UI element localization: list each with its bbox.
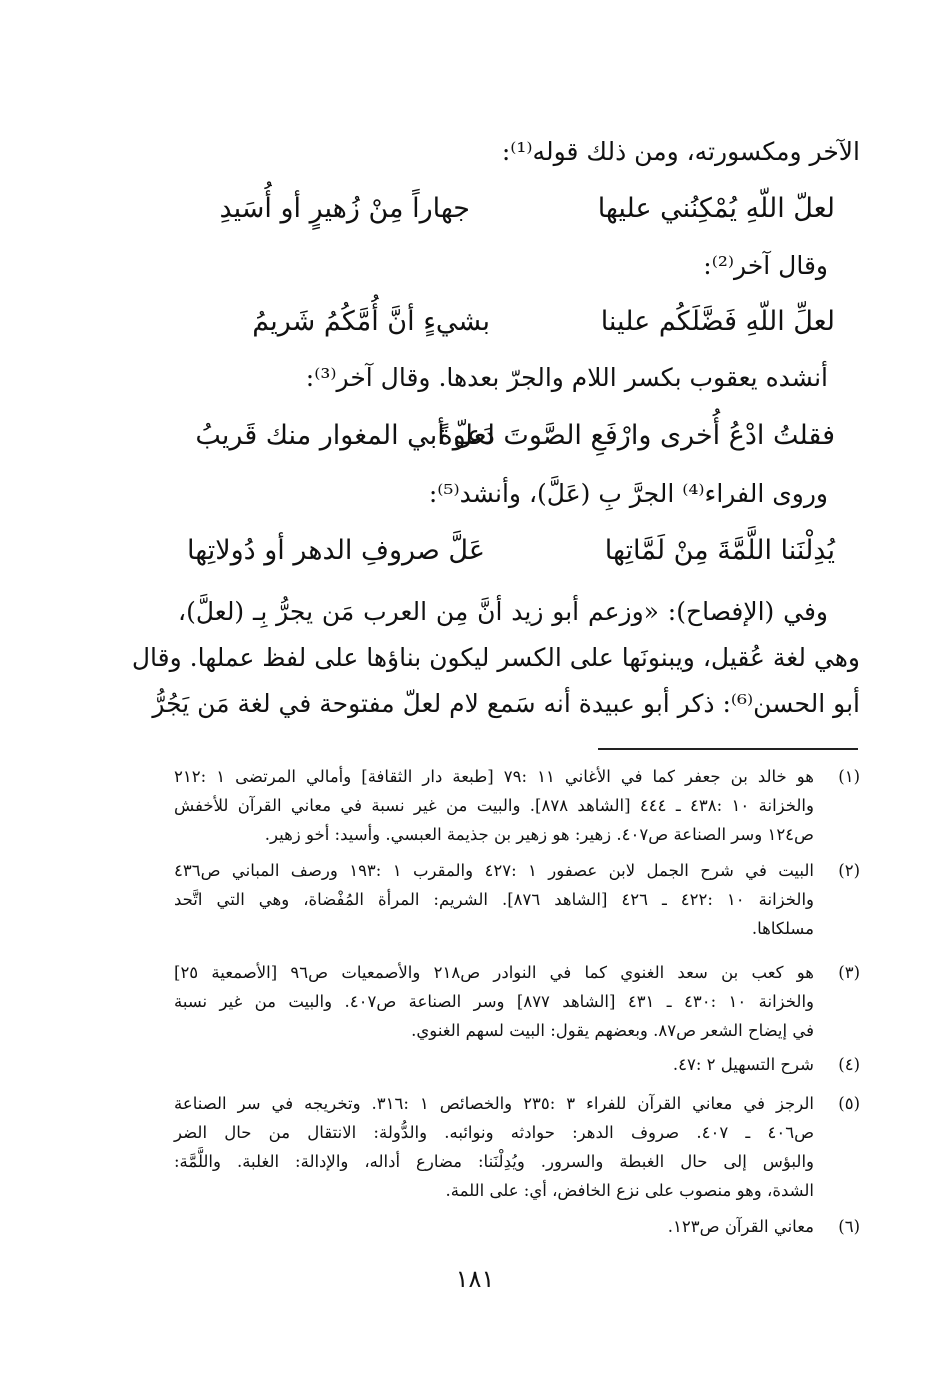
footnote-line: والخزانة ١٠ :٤٢٢ ـ ٤٢٦ [الشاهد ٨٧٦]. الشريم: المرأة المُفْضاة، وهي التي اتَّحد — [174, 890, 814, 909]
verse-hemistich-second: لعلّ أبي المغوار منك قَريبُ — [195, 420, 495, 451]
footnote-line: هو خالد بن جعفر كما في الأغاني ١١ :٧٩ [طبعة دار الثقافة] وأمالي المرتضى ١ :٢١٢ — [174, 767, 814, 786]
footnote-number: (٦) — [838, 1217, 860, 1236]
verse-hemistich-first: يُدِلْنَنا اللَّمَّةَ مِنْ لَمَّاتِها — [604, 535, 835, 566]
verse-hemistich-first: لعلّ اللّهِ يُمْكِنُني عليها — [597, 193, 835, 224]
footnote-separator — [598, 748, 858, 750]
verse-hemistich-first: فقلتُ ادْعُ أُخرى وارْفَعِ الصَّوتَ دَعوةً — [438, 420, 835, 451]
footnote-line: والخزانة ١٠ :٤٣٨ ـ ٤٤٤ [الشاهد ٨٧٨]. والبيت من غير نسبة في معاني القرآن للأخفش — [174, 796, 814, 815]
paragraph-line: وفي (الإفصاح): «وزعم أبو زيد أنَّ مِن العرب مَن يجرُّ بِـ (لعلَّ)، — [178, 597, 828, 626]
footnote-line: هو كعب بن سعد الغنوي كما في النوادر ص٢١٨ والأصمعيات ص٩٦ [الأصمعية ٢٥] — [174, 963, 814, 982]
footnote-line: مسلكاها. — [751, 919, 814, 938]
footnote-number: (٢) — [838, 861, 860, 880]
verse-hemistich-second: عَلَّ صروفِ الدهر أو دُولاتِها — [187, 535, 485, 566]
footnote-line: الرجز في معاني القرآن للفراء ٣ :٢٣٥ والخصائص ١ :٣١٦. وتخريجه في سر الصناعة — [174, 1094, 814, 1113]
text-line: أنشده يعقوب بكسر اللام والجرّ بعدها. وقال آخر⁽³⁾: — [305, 363, 828, 392]
footnote-line: ص١٢٤ وسر الصناعة ص٤٠٧. زهير: هو زهير بن جذيمة العبسي. وأسيد: أخو زهير. — [264, 825, 814, 844]
text-line: الآخر ومكسورته، ومن ذلك قوله⁽¹⁾: — [501, 137, 860, 166]
footnote-line: ص٤٠٦ ـ ٤٠٧. صروف الدهر: حوادثه ونوائبه. والدُّولة: الانتقال من حال الضر — [174, 1123, 815, 1142]
verse-hemistich-second: بشيءٍ أنَّ أُمَّكُمُ شَريمُ — [252, 306, 490, 337]
verse-hemistich-second: جهاراً مِنْ زُهيرٍ أو أُسَيدِ — [219, 193, 470, 224]
footnote-number: (٥) — [838, 1094, 860, 1113]
footnote-number: (٣) — [838, 963, 860, 982]
footnote-line: والخزانة ١٠ :٤٣٠ ـ ٤٣١ [الشاهد ٨٧٧] وسر الصناعة ص٤٠٧. والبيت من غير نسبة — [174, 992, 814, 1011]
footnote-number: (١) — [838, 767, 860, 786]
paragraph-line: وهي لغة عُقيل، ويبنونَها على الكسر ليكون بناؤها على لفظ عملها. وقال — [131, 643, 860, 672]
verse-hemistich-first: لعلِّ اللّهِ فَضَّلَكُم علينا — [600, 306, 835, 337]
footnote-line: البيت في شرح الجمل لابن عصفور ١ :٤٢٧ والمقرب ١ :١٩٣ ورصف المباني ص٤٣٦ — [174, 861, 814, 880]
footnote-line: والبؤس إلى حال الغبطة والسرور. ويُدِلْنَنا: مضارع أداله، والإدالة: الغلبة. واللَّمَّة: — [174, 1152, 814, 1171]
footnote-line: شرح التسهيل ٢ :٤٧. — [672, 1055, 814, 1074]
footnote-line: معاني القرآن ص١٢٣. — [667, 1217, 814, 1236]
paragraph-line: أبو الحسن⁽⁶⁾: ذكر أبو عبيدة أنه سَمع لام لعلّ مفتوحة في لغة مَن يَجُرُّ — [152, 689, 860, 718]
text-line: وروى الفراء⁽⁴⁾ الجرَّ بِ (عَلَّ)، وأنشد⁽⁵⁾: — [428, 479, 828, 508]
page-number: ١٨١ — [455, 1265, 495, 1293]
footnote-number: (٤) — [838, 1055, 860, 1074]
text-line: وقال آخر⁽²⁾: — [703, 251, 828, 280]
footnote-line: في إيضاح الشعر ص٨٧. وبعضهم يقول: البيت لسهم الغنوي. — [411, 1021, 814, 1040]
footnote-line: الشدة، وهو منصوب على نزع الخافض، أي: على اللمة. — [445, 1181, 814, 1200]
